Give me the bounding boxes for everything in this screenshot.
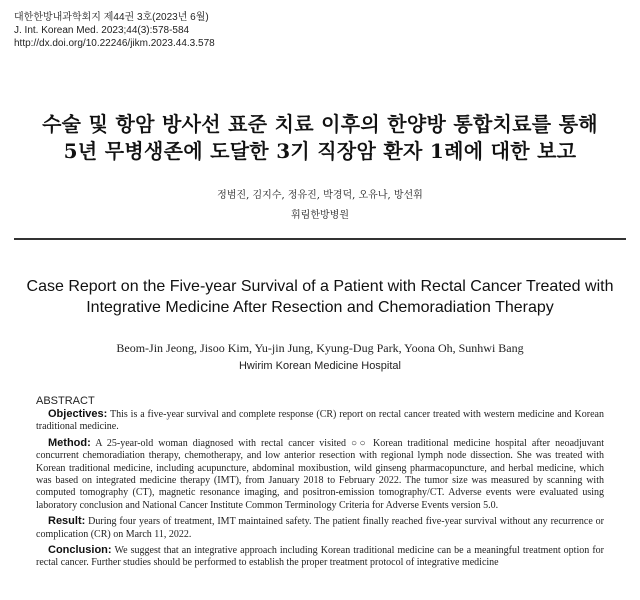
english-affiliation: Hwirim Korean Medicine Hospital [238, 360, 401, 372]
english-title-line-2: Integrative Medicine After Resection and Chemoradiation Therapy [86, 299, 554, 316]
korean-authors: 정범진, 김지수, 정유진, 박경덕, 오유나, 방선휘 [217, 190, 423, 201]
result-label: Result: [48, 515, 86, 528]
journal-citation: J. Int. Korean Med. 2023;44(3):578-584 [14, 25, 190, 36]
korean-affiliation: 휘림한방병원 [291, 210, 349, 221]
conclusion-text: We suggest that an integrative approach including Korean traditional medicine can be a meaningful treatment option for rectal cancer. Further studies should be performed to establish the proper treatment protocol of integrative medicine [36, 545, 604, 569]
korean-title-line-2: 5년 무병생존에 도달한 3기 직장암 환자 1례에 대한 보고 [63, 139, 577, 163]
abstract [36, 395, 604, 573]
doi-link[interactable]: http://dx.doi.org/10.22246/jikm.2023.44.3.578 [14, 38, 215, 49]
conclusion-label: Conclusion: [48, 544, 112, 557]
method-label: Method: [48, 436, 91, 449]
method-text: A 25-year-old woman diagnosed with rectal cancer visited ○○ Korean traditional medicine hospital after neoadjuvant concurrent chemoradiation therapy, chemotherapy, and low anterior resection with regional lymph node dissection. She was treated with Korean traditional medicine, including acupuncture, abdominal moxibustion, wild ginseng pharmacopuncture, and herbal medicine, which was based on integrated medicine therapy (IMT), from January 2018 to February 2022. The tumor size was measured by scanning with computed tomography (CT), magnetic resonance imaging, and positron-emission tomography/CT. Adverse events were evaluated using laboratory conclusion and National Cancer Institute Common Terminology Criteria for Adverse Events version 5.0. [36, 437, 604, 511]
english-title-line-1: Case Report on the Five-year Survival of a Patient with Rectal Cancer Treated with [26, 278, 614, 295]
result-text: During four years of treatment, IMT maintained safety. The patient finally reached five-year survival without any recurrence or complication (CR) on March 11, 2022. [36, 516, 604, 540]
objectives-label: Objectives: [48, 408, 108, 420]
english-title [0, 276, 640, 318]
abstract-result [36, 515, 604, 541]
objectives-text: This is a five-year survival and complete response (CR) report on rectal cancer treated with western medicine and Korean traditional medicine. [36, 409, 604, 433]
english-authors: Beom-Jin Jeong, Jisoo Kim, Yu-jin Jung, Kyung-Dug Park, Yoona Oh, Sunhwi Bang [116, 341, 524, 355]
journal-header [14, 11, 215, 50]
divider-rule [14, 238, 626, 240]
abstract-method [36, 437, 604, 512]
abstract-heading: ABSTRACT [36, 395, 95, 407]
korean-title [0, 111, 640, 165]
korean-title-line-1: 수술 및 항암 방사선 표준 치료 이후의 한양방 통합치료를 통해 [42, 112, 598, 136]
journal-name-korean: 대한한방내과학회지 제44권 3호(2023년 6월) [14, 12, 209, 23]
abstract-conclusion [36, 544, 604, 570]
abstract-objectives [36, 408, 604, 434]
